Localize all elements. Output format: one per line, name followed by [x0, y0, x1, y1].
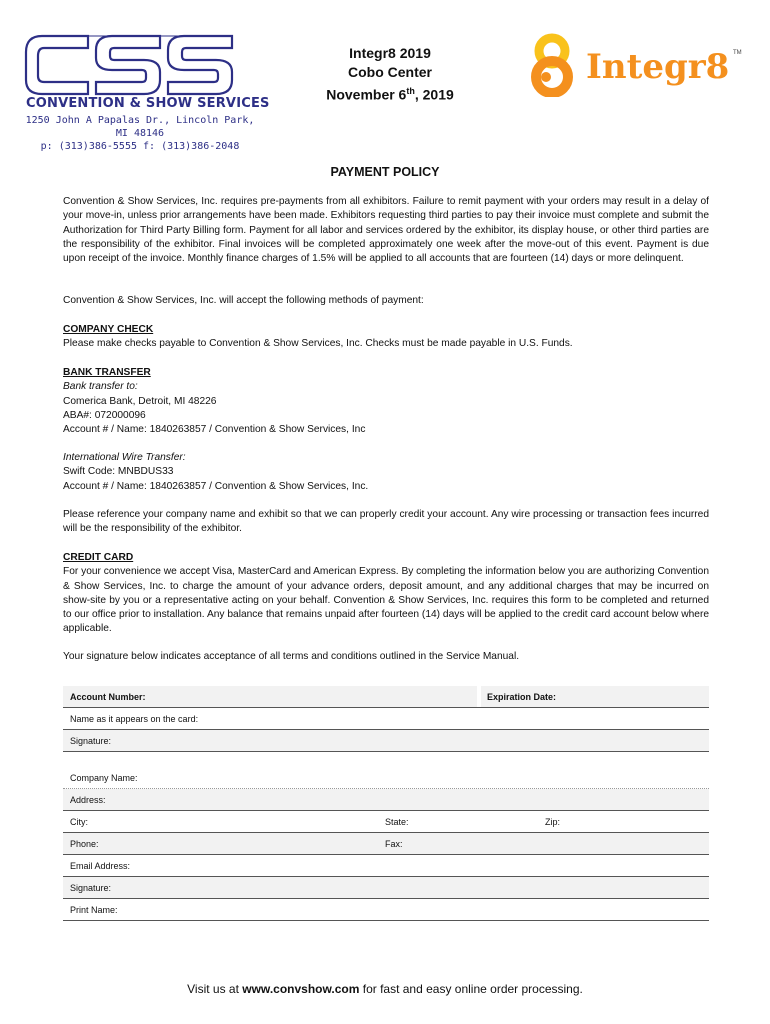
footer-post: for fast and easy online order processing. — [359, 982, 583, 996]
phone-field[interactable] — [63, 833, 379, 854]
signature2-label: Signature: — [70, 883, 112, 893]
swift-code: Swift Code: MNBDUS33 — [63, 466, 174, 478]
email-field[interactable] — [63, 855, 709, 877]
company-name: CONVENTION & SHOW SERVICES — [26, 96, 270, 111]
fax-label: Fax: — [385, 839, 403, 849]
phone-fax-row — [63, 833, 709, 855]
address-field[interactable] — [63, 789, 709, 811]
website-link[interactable]: www.convshow.com — [242, 982, 360, 996]
name-on-card-field[interactable] — [63, 708, 709, 730]
state-label: State: — [385, 817, 409, 827]
phone-fax-line: p: (313)386-5555 f: (313)386-2048 — [40, 141, 240, 152]
company-check-text: Please make checks payable to Convention & Show Services, Inc. Checks must be made payable in U.S. Funds. — [63, 338, 573, 350]
name-on-card-label: Name as it appears on the card: — [70, 714, 199, 724]
event-date: November 6th, 2019 — [326, 86, 454, 103]
signature-label: Signature: — [70, 736, 112, 746]
company-address — [22, 114, 258, 153]
integr8-wordmark: Integr8 — [586, 47, 730, 87]
intro-paragraph: Convention & Show Services, Inc. requires pre-payments from all exhibitors. Failure to remit payment with your orders may result in a delay of your move-in, unless prior arrangements have been made. Exhibitors requesting third parties to pay their invoice must complete and submit the Authorization for Third Party Billing form. Payment for all labor and services ordered by the exhibitor, its display house, or other third parties are the responsibility of the exhibitor. Final invoices will be completed approximately one week after the move-out of this event. Payment is due upon receipt of the invoice. Monthly finance charges of 1.5% will be applied to all accounts that are fourteen (14) days or more delinquent. — [63, 196, 709, 265]
fax-field[interactable] — [379, 833, 709, 854]
intl-wire-heading: International Wire Transfer: — [63, 452, 186, 463]
trademark-mark: TM — [733, 50, 742, 56]
signature-acceptance-text: Your signature below indicates acceptance of all terms and conditions outlined in the Service Manual. — [63, 651, 520, 662]
print-name-label: Print Name: — [70, 905, 118, 915]
credit-card-heading: CREDIT CARD — [63, 552, 134, 563]
reference-note: Please reference your company name and exhibit so that we can properly credit your account. Any wire processing or transaction fees incurred will be the responsibility of the exhibitor. — [63, 509, 709, 535]
email-label: Email Address: — [70, 861, 131, 871]
company-check-heading: COMPANY CHECK — [63, 324, 154, 335]
zip-label: Zip: — [545, 817, 561, 827]
bank-transfer-section — [63, 366, 709, 437]
state-field[interactable] — [379, 811, 539, 832]
form-row-account — [63, 686, 709, 708]
event-info — [290, 44, 490, 105]
company-name-label: Company Name: — [70, 773, 138, 783]
footer — [0, 982, 770, 996]
phone-label: Phone: — [70, 839, 99, 849]
signature2-field[interactable] — [63, 877, 709, 899]
bank-transfer-heading: BANK TRANSFER — [63, 367, 151, 378]
intl-account-number: Account # / Name: 1840263857 / Convention & Show Services, Inc. — [63, 480, 369, 492]
event-name: Integr8 2019 — [349, 45, 431, 61]
account-number: Account # / Name: 1840263857 / Convention & Show Services, Inc — [63, 424, 366, 436]
intl-wire-section — [63, 451, 709, 494]
signature-field[interactable] — [63, 730, 709, 752]
zip-field[interactable] — [539, 811, 709, 832]
methods-intro: Convention & Show Services, Inc. will accept the following methods of payment: — [63, 295, 424, 306]
address-label: Address: — [70, 795, 106, 805]
city-label: City: — [70, 817, 88, 827]
address-line: 1250 John A Papalas Dr., Lincoln Park, MI 48146 — [25, 115, 255, 139]
bank-name: Comerica Bank, Detroit, MI 48226 — [63, 395, 217, 407]
company-check-section — [63, 323, 709, 352]
page-title: PAYMENT POLICY — [330, 165, 440, 179]
credit-card-text: For your convenience we accept Visa, MasterCard and American Express. By completing the information below you are authorizing Convention & Show Services, Inc. to charge the amount of your advance orders, deposit amount, and any additional charges that may be incurred on show-site by you or a representative acting on your behalf. Convention & Show Services, Inc. requires this form to be completed and returned to our office prior to installation. Any balance that remains unpaid after fourteen (14) days will be applied to the credit card account below where applicable. — [63, 566, 709, 635]
bank-transfer-subheading: Bank transfer to: — [63, 381, 138, 393]
event-venue: Cobo Center — [348, 64, 432, 80]
account-number-label: Account Number: — [70, 692, 146, 702]
credit-card-section — [63, 551, 709, 637]
print-name-field[interactable] — [63, 899, 709, 921]
aba-number: ABA#: 072000096 — [63, 409, 146, 421]
city-field[interactable] — [63, 811, 379, 832]
footer-pre: Visit us at — [187, 982, 243, 996]
expiration-date-label: Expiration Date: — [487, 692, 557, 702]
company-name-field[interactable] — [63, 767, 709, 789]
city-state-zip-row — [63, 811, 709, 833]
